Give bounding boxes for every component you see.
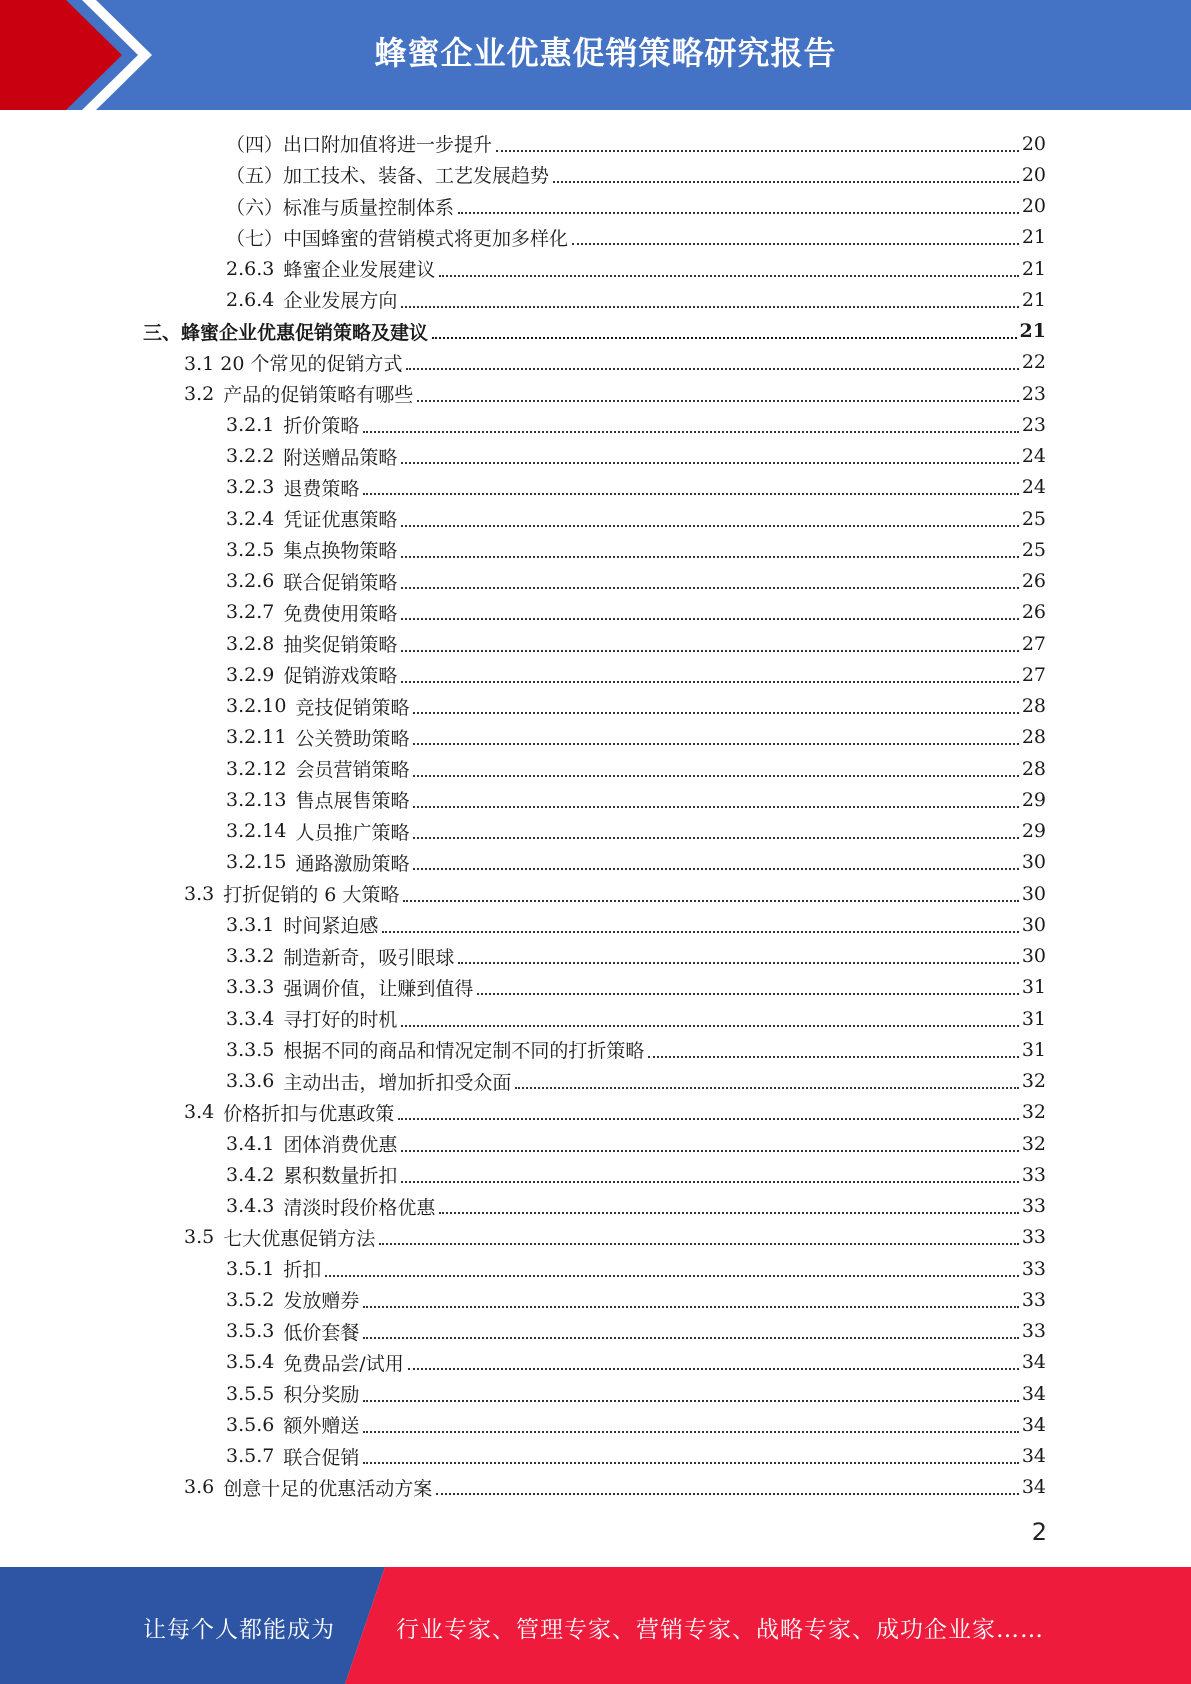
toc-entry-title: 团体消费优惠 [283,1134,398,1156]
toc-entry-number: 3.5.5 [226,1382,275,1405]
toc-entry-page: 34 [1021,1382,1046,1405]
toc-entry-title: 低价套餐 [283,1321,360,1344]
toc-entry-number: 3.5.1 [226,1257,275,1280]
toc-entry-page: 21 [1021,288,1046,311]
toc-dot-leader [401,462,1018,464]
toc-dot-leader [413,712,1018,714]
toc-entry-page: 24 [1021,476,1046,499]
toc-entry-page: 33 [1021,1288,1046,1311]
toc-entry[interactable] [226,191,1046,222]
toc-entry-title: 售点展售策略 [295,790,410,813]
toc-entry-page: 33 [1021,1226,1046,1249]
toc-dot-leader [413,868,1018,870]
toc-dot-leader [401,306,1018,308]
toc-entry-title: 3.1 20 个常见的促销方式 [184,352,403,375]
toc-entry[interactable] [226,909,1046,940]
toc-entry-title: 附送赠品策略 [283,446,398,469]
toc-entry-title: 竞技促销策略 [295,696,410,719]
toc-entry-number: 3.4.1 [226,1132,275,1155]
toc-entry-page: 27 [1021,663,1046,686]
toc-entry[interactable] [226,972,1046,1003]
toc-entry-page: 20 [1021,132,1046,155]
toc-dot-leader [401,681,1018,683]
toc-dot-leader [363,431,1018,433]
toc-entry-page: 26 [1021,570,1046,592]
toc-dot-leader [401,556,1018,558]
toc-entry-page: 33 [1021,1195,1046,1217]
toc-entry[interactable] [226,1066,1046,1097]
toc-entry-title: 额外赠送 [283,1415,360,1438]
toc-entry[interactable] [184,1097,1046,1128]
toc-entry-title: 人员推广策略 [295,821,410,844]
toc-dot-leader [439,275,1018,277]
toc-entry[interactable] [226,1316,1046,1347]
toc-entry-title: 促销游戏策略 [283,665,398,688]
toc-entry[interactable] [226,1378,1046,1409]
toc-entry-title: （七）中国蜂蜜的营销模式将更加多样化 [226,227,569,250]
toc-entry-number: 3.2 [184,382,215,405]
toc-dot-leader [408,1368,1019,1370]
toc-entry-number: 3.2.13 [226,788,287,811]
toc-entry-title: 价格折扣与优惠政策 [223,1102,395,1125]
toc-entry-number: 3.5.3 [226,1320,275,1342]
toc-entry-number: 3.5.2 [226,1288,275,1311]
toc-entry[interactable] [184,1222,1046,1253]
toc-entry-title: 折价策略 [283,415,360,438]
toc-entry-number: 2.6.3 [226,257,275,280]
toc-entry[interactable] [226,1253,1046,1284]
toc-entry-page: 28 [1021,757,1046,780]
toc-entry[interactable] [226,1159,1046,1190]
toc-dot-leader [436,1493,1019,1495]
toc-dot-leader [553,181,1019,183]
toc-entry[interactable] [226,284,1046,315]
toc-entry-page: 21 [1021,257,1046,280]
toc-entry[interactable] [226,1409,1046,1440]
toc-dot-leader [413,837,1018,839]
toc-entry-number: 3.2.9 [226,663,275,686]
toc-entry-title: 强调价值，让赚到值得 [283,977,474,1000]
toc-entry-page: 20 [1021,195,1046,217]
toc-entry-page: 23 [1021,382,1046,405]
toc-entry-title: 三、蜂蜜企业优惠促销策略及建议 [143,321,429,344]
toc-entry-number: 3.4 [184,1101,215,1124]
toc-entry-page: 32 [1021,1101,1046,1124]
toc-entry-number: 3.4.3 [226,1195,275,1217]
toc-entry-title: 会员营销策略 [295,759,410,781]
toc-dot-leader [477,993,1018,995]
toc-dot-leader [413,775,1018,777]
toc-entry[interactable] [226,753,1046,784]
toc-entry-title: 免费使用策略 [283,602,398,625]
toc-entry-page: 31 [1021,976,1046,999]
toc-dot-leader [458,962,1018,964]
toc-entry-title: （五）加工技术、装备、工艺发展趋势 [226,165,550,188]
toc-entry-number: 3.6 [184,1476,215,1499]
toc-entry[interactable] [184,1472,1046,1503]
toc-entry[interactable] [226,1003,1046,1034]
toc-entry-page: 30 [1021,851,1046,874]
toc-entry[interactable] [226,534,1046,565]
toc-entry-number: 2.6.4 [226,288,275,311]
toc-entry-title: 蜂蜜企业发展建议 [283,259,436,281]
toc-entry-title: 清淡时段价格优惠 [283,1196,436,1219]
toc-entry-number: 3.2.7 [226,601,275,624]
toc-entry[interactable] [226,722,1046,753]
toc-entry[interactable] [226,1034,1046,1065]
toc-entry-number: 3.2.15 [226,851,287,874]
toc-entry[interactable] [143,316,1046,347]
toc-entry[interactable] [226,409,1046,440]
toc-entry-page: 21 [1021,226,1046,249]
toc-entry-title: 累积数量折扣 [283,1165,398,1188]
toc-entry[interactable] [226,597,1046,628]
toc-dot-leader [403,900,1018,902]
toc-entry-page: 26 [1021,601,1046,624]
toc-entry[interactable] [226,1191,1046,1222]
toc-dot-leader [413,806,1018,808]
toc-dot-leader [363,1400,1018,1402]
toc-entry-page: 30 [1021,945,1046,967]
toc-dot-leader [439,1212,1018,1214]
toc-dot-leader [363,1306,1018,1308]
toc-entry-title: 七大优惠促销方法 [223,1227,376,1250]
toc-entry-title: 退费策略 [283,477,360,500]
toc-entry-title: （六）标准与质量控制体系 [226,196,455,219]
toc-entry-number: 3.2.1 [226,413,275,436]
toc-entry[interactable] [226,691,1046,722]
toc-entry-page: 34 [1021,1476,1046,1499]
toc-dot-leader [432,337,1017,339]
toc-entry-number: 3.3 [184,882,215,905]
toc-dot-leader [382,931,1018,933]
toc-entry-page: 34 [1021,1413,1046,1436]
toc-entry-title: 寻打好的时机 [283,1009,398,1031]
toc-entry-title: 制造新奇，吸引眼球 [283,946,455,969]
toc-entry-number: 3.5.4 [226,1351,275,1374]
toc-entry[interactable] [226,1347,1046,1378]
toc-entry-number: 3.5.6 [226,1413,275,1436]
toc-dot-leader [648,1056,1018,1058]
toc-dot-leader [363,1337,1018,1339]
toc-entry-page: 20 [1021,163,1046,186]
toc-entry-title: （四）出口附加值将进一步提升 [226,134,493,156]
toc-dot-leader [401,525,1018,527]
toc-dot-leader [363,1431,1018,1433]
toc-dot-leader [401,650,1018,652]
toc-entry-number: 3.4.2 [226,1163,275,1186]
toc-entry-number: 3.2.2 [226,445,275,467]
toc-entry-title: 集点换物策略 [283,540,398,563]
toc-entry-page: 31 [1021,1038,1046,1061]
toc-entry-page: 29 [1021,788,1046,811]
toc-entry-title: 主动出击，增加折扣受众面 [283,1071,512,1094]
toc-entry-number: 3.3.5 [226,1038,275,1061]
toc-dot-leader [417,400,1019,402]
toc-entry-page: 32 [1021,1132,1046,1155]
toc-entry[interactable] [226,816,1046,847]
footer-slogan-right: 行业专家、管理专家、营销专家、战略专家、成功企业家…… [396,1617,1044,1643]
toc-entry-title: 联合促销 [283,1446,360,1469]
toc-entry[interactable] [226,784,1046,815]
toc-entry-title: 积分奖励 [283,1384,360,1406]
toc-dot-leader [458,212,1019,214]
toc-dot-leader [572,243,1019,245]
toc-entry-page: 33 [1021,1163,1046,1186]
toc-entry[interactable] [226,566,1046,597]
toc-dot-leader [379,1243,1019,1245]
toc-entry-number: 3.3.1 [226,913,275,936]
toc-entry-title: 凭证优惠策略 [283,509,398,531]
toc-entry-title: 打折促销的 6 大策略 [223,884,400,906]
document-title: 蜂蜜企业优惠促销策略研究报告 [374,34,837,72]
toc-entry-page: 28 [1021,726,1046,749]
toc-entry-number: 3.5 [184,1226,215,1249]
toc-entry[interactable] [226,159,1046,190]
toc-entry[interactable] [226,847,1046,878]
toc-entry[interactable] [226,128,1046,159]
toc-dot-leader [325,1275,1018,1277]
toc-entry-number: 3.3.6 [226,1070,275,1092]
toc-entry-page: 34 [1021,1351,1046,1374]
toc-entry-number: 3.3.4 [226,1007,275,1030]
toc-dot-leader [401,618,1018,620]
toc-entry-number: 3.2.4 [226,507,275,530]
toc-dot-leader [401,587,1018,589]
toc-entry-title: 根据不同的商品和情况定制不同的打折策略 [283,1040,645,1063]
toc-dot-leader [406,368,1018,370]
toc-entry-number: 3.3.3 [226,976,275,999]
toc-entry-title: 公关赞助策略 [295,727,410,750]
toc-entry-number: 3.2.3 [226,476,275,499]
toc-entry-title: 通路激励策略 [295,852,410,875]
toc-entry-number: 3.2.10 [226,695,287,717]
toc-entry[interactable] [184,378,1046,409]
toc-entry-page: 31 [1021,1007,1046,1030]
toc-dot-leader [401,1150,1018,1152]
toc-entry-title: 企业发展方向 [283,290,398,313]
toc-entry-page: 29 [1021,820,1046,842]
toc-entry-page: 25 [1021,538,1046,561]
toc-entry-page: 27 [1021,632,1046,655]
toc-entry[interactable] [226,472,1046,503]
toc-entry[interactable] [226,1128,1046,1159]
toc-entry-title: 创意十足的优惠活动方案 [223,1477,433,1500]
toc-dot-leader [496,150,1019,152]
toc-entry-page: 33 [1021,1320,1046,1342]
toc-entry-page: 23 [1021,413,1046,436]
toc-entry-page: 34 [1021,1445,1046,1467]
toc-entry-number: 3.2.8 [226,632,275,655]
toc-dot-leader [363,1462,1018,1464]
toc-entry-number: 3.2.5 [226,538,275,561]
toc-entry-number: 3.3.2 [226,945,275,967]
toc-entry[interactable] [184,347,1046,378]
toc-entry-page: 28 [1021,695,1046,717]
toc-entry[interactable] [226,441,1046,472]
footer-slogan-left: 让每个人都能成为 [143,1617,335,1643]
toc-entry-number: 3.5.7 [226,1445,275,1467]
toc-entry-number: 3.2.12 [226,757,287,780]
toc-entry-page: 24 [1021,445,1046,467]
toc-entry[interactable] [226,628,1046,659]
toc-entry-page: 33 [1021,1257,1046,1280]
toc-dot-leader [401,1181,1018,1183]
toc-entry-page: 25 [1021,507,1046,530]
toc-dot-leader [401,1025,1018,1027]
toc-entry-page: 21 [1019,320,1046,342]
toc-entry[interactable] [226,659,1046,690]
toc-entry-page: 22 [1021,351,1046,374]
toc-dot-leader [413,743,1018,745]
toc-entry-number: 3.2.11 [226,726,287,749]
toc-entry[interactable] [226,1284,1046,1315]
toc-entry-title: 折扣 [283,1259,322,1281]
toc-entry-title: 联合促销策略 [283,571,398,594]
toc-dot-leader [363,493,1018,495]
toc-entry-title: 时间紧迫感 [283,915,379,938]
toc-entry[interactable] [184,878,1046,909]
toc-entry[interactable] [226,222,1046,253]
toc-dot-leader [515,1087,1018,1089]
toc-entry-title: 产品的促销策略有哪些 [223,384,414,406]
toc-entry[interactable] [226,253,1046,284]
toc-entry-title: 发放赠券 [283,1290,360,1313]
toc-entry-number: 3.2.6 [226,570,275,592]
toc-entry-title: 免费品尝/试用 [283,1352,404,1375]
toc-entry-page: 30 [1021,913,1046,936]
toc-dot-leader [398,1118,1019,1120]
footer-banner [0,1567,1191,1684]
toc-entry-page: 30 [1021,882,1046,905]
toc-entry-number: 3.2.14 [226,820,287,842]
page-number: 2 [1031,1518,1047,1546]
toc-entry[interactable] [226,941,1046,972]
toc-entry-title: 抽奖促销策略 [283,634,398,656]
header-banner [0,0,1191,110]
toc-entry[interactable] [226,1441,1046,1472]
toc-entry-page: 32 [1021,1070,1046,1092]
toc-entry[interactable] [226,503,1046,534]
